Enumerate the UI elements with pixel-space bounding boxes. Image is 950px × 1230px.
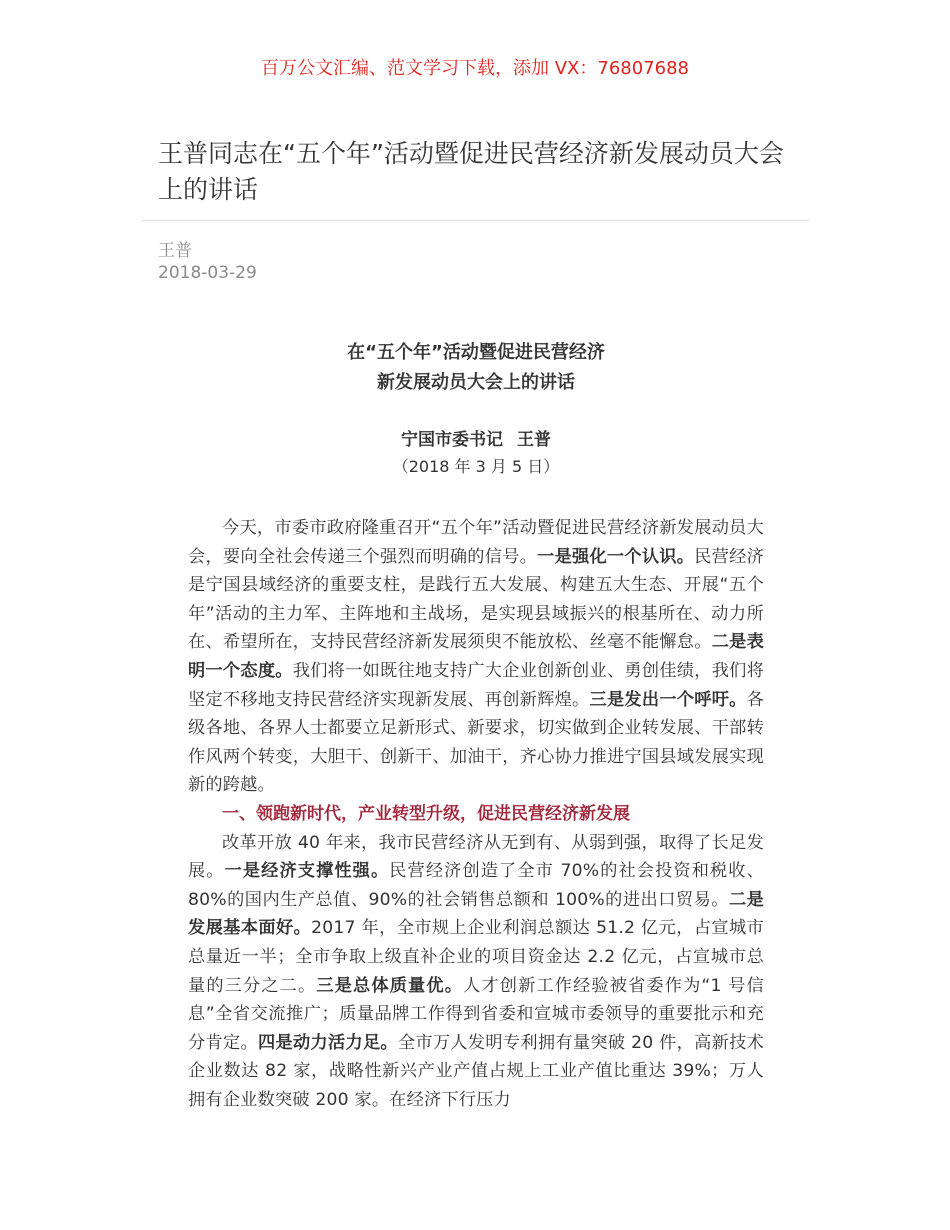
- intro-point-2: 二是表明一个态度。: [188, 632, 764, 681]
- intro-text-1: 今天，市委市政府隆重召开“五个年”活动暨促进民营经济新发展动员大会，要向全社会传递三个强烈而明确的信号。: [188, 518, 764, 567]
- section-1-text-2: 民营经济创造了全市 70%的社会投资和税收、80%的国内生产总值、90%的社会销售总额和 100%的进出口贸易。: [188, 861, 764, 910]
- intro-text-4: 各级各地、各界人士都要立足新形式、新要求，切实做到企业转发展、干部转作风两个转变，大胆干、创新干、加油干，齐心协力推进宁国县域发展实现新的跨越。: [188, 689, 764, 796]
- intro-text-2: 民营经济是宁国县域经济的重要支柱，是践行五大发展、构建五大生态、开展“五个年”活动的主力军、主阵地和主战场，是实现县域振兴的根基所在、动力所在、希望所在，支持民营经济新发展须臾不能放松、丝毫不能懈怠。: [188, 546, 764, 653]
- document-title-line2: 新发展动员大会上的讲话: [377, 372, 575, 393]
- intro-text-3: 我们将一如既往地支持广大企业创新创业、勇创佳绩，我们将坚定不移地支持民营经济实现新发展、再创新辉煌。: [188, 660, 765, 710]
- section-1-paragraph: [188, 829, 764, 1115]
- intro-point-3: 三是发出一个呼吁。: [589, 689, 747, 710]
- section-1-point-3: 三是总体质量优。: [316, 975, 464, 996]
- document-title: [188, 338, 764, 398]
- section-1-text-1: 改革开放 40 年来，我市民营经济从无到有、从弱到强，取得了长足发展。: [188, 832, 764, 882]
- section-1-point-2: 二是发展基本面好。: [188, 889, 765, 939]
- section-1-point-4: 四是动力活力足。: [257, 1032, 398, 1053]
- section-1-text-4: 人才创新工作经验被省委作为“1 号信息”全省交流推广；质量品牌工作得到省委和宣城市委领导的重要批示和充分肯定。: [188, 975, 765, 1053]
- section-1-heading: 一、领跑新时代，产业转型升级，促进民营经济新发展: [222, 803, 630, 824]
- section-1-point-1: 一是经济支撑性强。: [224, 861, 390, 882]
- document-body: [188, 338, 764, 1114]
- article-date: 2018-03-29: [158, 263, 257, 283]
- promo-banner: 百万公文汇编、范文学习下载，添加 VX：76807688: [261, 58, 689, 79]
- article-meta: [158, 240, 257, 284]
- page-title: 王普同志在“五个年”活动暨促进民营经济新发展动员大会上的讲话: [158, 139, 784, 204]
- section-1-text-3: 2017 年，全市规上企业利润总额达 51.2 亿元，占宣城市总量近一半；全市争取上级直补企业的项目资金达 2.2 亿元，占宣城市总量的三分之二。: [188, 918, 765, 996]
- document-title-line1: 在“五个年”活动暨促进民营经济: [347, 342, 605, 363]
- intro-point-1: 一是强化一个认识。: [537, 546, 695, 567]
- article-author: 王普: [158, 241, 192, 261]
- speaker-name: 王普: [517, 430, 551, 450]
- title-divider: [141, 220, 810, 221]
- speech-date: （2018 年 3 月 5 日）: [392, 457, 560, 476]
- speaker-line: [188, 426, 764, 454]
- speaker-role: 宁国市委书记: [401, 430, 503, 450]
- section-1-text-5: 全市万人发明专利拥有量突破 20 件，高新技术企业数达 82 家，战略性新兴产业产值占规上工业产值比重达 39%；万人拥有企业数突破 200 家。在经济下行压力: [188, 1032, 764, 1110]
- intro-paragraph: [188, 514, 764, 800]
